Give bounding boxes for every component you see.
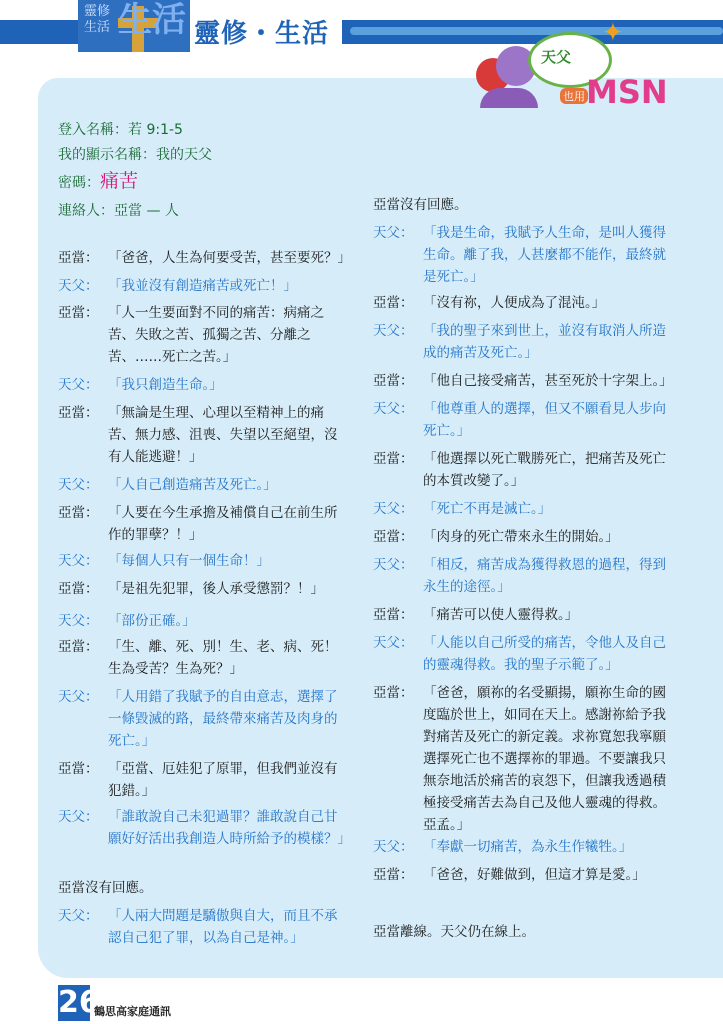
password-value: 痛苦 xyxy=(100,170,139,192)
speaker-label: 亞當： xyxy=(373,373,414,389)
dialogue-text: 「相反，痛苦成為獲得救恩的過程，得到永生的途徑。」 xyxy=(423,557,666,595)
speaker-label: 天父： xyxy=(58,908,99,924)
dialogue-line xyxy=(58,374,350,396)
dialogue-text: 「人自己創造痛苦及死亡。」 xyxy=(108,477,277,493)
dialogue-line xyxy=(373,448,673,492)
dialogue-text: 「他尊重人的選擇，但又不願看見人步向死亡。」 xyxy=(423,401,666,439)
dialogue-line xyxy=(58,610,350,632)
dialogue-line xyxy=(58,758,350,802)
butterfly-icon: ✦ xyxy=(602,18,624,48)
speaker-label: 亞當： xyxy=(58,405,99,421)
dialogue-line xyxy=(373,836,673,858)
speaker-label: 亞當： xyxy=(58,639,99,655)
dialogue-text: 「我只創造生命。」 xyxy=(108,377,223,393)
speaker-label: 亞當： xyxy=(58,250,99,266)
dialogue-line xyxy=(373,194,673,216)
dialogue-line xyxy=(58,806,350,850)
speaker-label: 亞當： xyxy=(373,295,414,311)
dialogue-line xyxy=(58,275,350,297)
contact-value: 亞當 — 人 xyxy=(114,203,179,219)
dialogue-line xyxy=(373,292,673,314)
dialogue-line xyxy=(373,632,673,676)
msn-logo xyxy=(468,18,678,111)
narration-text: 亞當離線。天父仍在線上。 xyxy=(373,924,535,940)
dialogue-text: 「人要在今生承擔及補償自己在前生所作的罪孽？！」 xyxy=(108,505,338,543)
speaker-label: 亞當： xyxy=(58,305,99,321)
dialogue-line xyxy=(58,247,350,269)
dialogue-text: 「爸爸，人生為何要受苦，甚至要死？」 xyxy=(108,250,351,266)
dialogue-line xyxy=(373,554,673,598)
dialogue-text: 「他選擇以死亡戰勝死亡，把痛苦及死亡的本質改變了。」 xyxy=(423,451,666,489)
dialogue-line xyxy=(373,222,673,288)
dialogue-line xyxy=(58,686,350,752)
login-value: 若 9:1-5 xyxy=(128,122,183,138)
speaker-label: 亞當： xyxy=(373,867,414,883)
speaker-label: 天父： xyxy=(58,613,99,629)
narration-text: 亞當沒有回應。 xyxy=(373,197,468,213)
speaker-label: 亞當： xyxy=(58,761,99,777)
dialogue-text: 「爸爸，好難做到，但這才算是愛。」 xyxy=(423,867,646,883)
dialogue-text: 「人能以自己所受的痛苦，令他人及自己的靈魂得救。我的聖子示範了。」 xyxy=(423,635,666,673)
dialogue-text: 「我並沒有創造痛苦或死亡！」 xyxy=(108,278,297,294)
login-name xyxy=(58,120,183,140)
dialogue-line xyxy=(58,302,350,368)
publication-name: 鶴思高家庭通訊 xyxy=(94,1005,171,1018)
speaker-label: 天父： xyxy=(373,401,414,417)
dialogue-line xyxy=(373,864,673,886)
dialogue-line xyxy=(58,402,350,468)
dialogue-text: 「痛苦可以使人靈得救。」 xyxy=(423,607,579,623)
msn-small-label: 也用 xyxy=(560,88,588,104)
msn-logo-text: MSN xyxy=(586,73,668,111)
dialogue-text: 「生、離、死、別！生、老、病、死！生為受苦？生為死？」 xyxy=(108,639,338,677)
dialogue-text: 「無論是生理、心理以至精神上的痛苦、無力感、沮喪、失望以至絕望，沒有人能逃避！」 xyxy=(108,405,338,465)
dialogue-line xyxy=(373,526,673,548)
login-label: 登入名稱： xyxy=(58,122,128,138)
dialogue-line xyxy=(373,370,673,392)
dialogue-line xyxy=(58,905,350,949)
dialogue-text: 「亞當、厄娃犯了原罪，但我們並沒有犯錯。」 xyxy=(108,761,338,799)
dialogue-text: 「我是生命，我賦予人生命，是叫人獲得生命。離了我，人甚麼都不能作，最終就是死亡。」 xyxy=(423,225,666,285)
dialogue-line xyxy=(58,636,350,680)
person-icon xyxy=(480,88,538,108)
bubble-text: 天父 xyxy=(541,48,572,66)
speaker-label: 天父： xyxy=(373,225,414,241)
dialogue-text: 「人用錯了我賦予的自由意志，選擇了一條毀滅的路，最終帶來痛苦及肉身的死亡。」 xyxy=(108,689,338,749)
dialogue-text: 「是祖先犯罪，後人承受懲罰？！」 xyxy=(108,581,324,597)
dialogue-text: 「我的聖子來到世上，並沒有取消人所造成的痛苦及死亡。」 xyxy=(423,323,666,361)
speaker-label: 亞當： xyxy=(58,505,99,521)
dialogue-text: 「他自己接受痛苦，甚至死於十字架上。」 xyxy=(423,373,673,389)
contact xyxy=(58,201,179,221)
dialogue-line xyxy=(373,682,673,836)
dialogue-text: 「死亡不再是滅亡。」 xyxy=(423,501,552,517)
dialogue-text: 「奉獻一切痛苦，為永生作犧牲。」 xyxy=(423,839,633,855)
dialogue-text: 「部份正確。」 xyxy=(108,613,196,629)
display-value: 我的天父 xyxy=(156,147,212,163)
display-label: 我的顯示名稱： xyxy=(58,147,156,163)
speaker-label: 天父： xyxy=(373,839,414,855)
dialogue-text: 「人一生要面對不同的痛苦：病痛之苦、失敗之苦、孤獨之苦、分離之苦、……死亡之苦。」 xyxy=(108,305,324,365)
logo-small-text: 靈修 生活 xyxy=(84,4,111,35)
display-name xyxy=(58,145,212,165)
speaker-label: 天父： xyxy=(58,477,99,493)
speaker-label: 天父： xyxy=(373,501,414,517)
dialogue-line xyxy=(373,921,673,943)
speaker-label: 天父： xyxy=(58,278,99,294)
dialogue-text: 「誰敢說自己未犯過罪？誰敢說自己甘願好好活出我創造人時所給予的模樣？」 xyxy=(108,809,351,847)
dialogue-text: 「沒有祢，人便成為了混沌。」 xyxy=(423,295,606,311)
dialogue-text: 「肉身的死亡帶來永生的開始。」 xyxy=(423,529,619,545)
dialogue-line xyxy=(58,474,350,496)
speaker-label: 天父： xyxy=(58,377,99,393)
speaker-label: 天父： xyxy=(373,323,414,339)
speaker-label: 亞當： xyxy=(58,581,99,597)
speaker-label: 亞當： xyxy=(373,529,414,545)
page-title: 靈修・生活 xyxy=(194,19,330,49)
dialogue-line xyxy=(58,550,350,572)
dialogue-text: 「每個人只有一個生命！」 xyxy=(108,553,270,569)
password xyxy=(58,171,138,193)
logo-big-text: 生活 xyxy=(118,0,186,40)
speaker-label: 天父： xyxy=(58,689,99,705)
dialogue-text: 「爸爸，願祢的名受顯揚，願祢生命的國度臨於世上，如同在天上。感謝祢給予我對痛苦及死亡的新定義。求祢寬恕我寧願選擇死亡也不選擇祢的罪過。不要讓我只無奈地活於痛苦的哀怨下，但讓我透過積極接受痛苦去為自己及他人靈魂的得救。亞孟。」 xyxy=(423,685,666,833)
dialogue-line xyxy=(373,320,673,364)
speaker-label: 亞當： xyxy=(373,685,414,701)
speaker-label: 亞當： xyxy=(373,451,414,467)
page-number: 26 xyxy=(58,985,100,1020)
speaker-label: 天父： xyxy=(58,809,99,825)
dialogue-line xyxy=(58,877,350,899)
speaker-label: 亞當： xyxy=(373,607,414,623)
dialogue-line xyxy=(58,578,350,600)
speaker-label: 天父： xyxy=(58,553,99,569)
dialogue-line xyxy=(373,604,673,626)
dialogue-line xyxy=(373,498,673,520)
dialogue-line xyxy=(58,502,350,546)
speaker-label: 天父： xyxy=(373,557,414,573)
password-label: 密碼： xyxy=(58,175,100,191)
narration-text: 亞當沒有回應。 xyxy=(58,880,153,896)
dialogue-text: 「人兩大問題是驕傲與自大，而且不承認自己犯了罪，以為自己是神。」 xyxy=(108,908,338,946)
dialogue-line xyxy=(373,398,673,442)
speaker-label: 天父： xyxy=(373,635,414,651)
contact-label: 連絡人： xyxy=(58,203,114,219)
